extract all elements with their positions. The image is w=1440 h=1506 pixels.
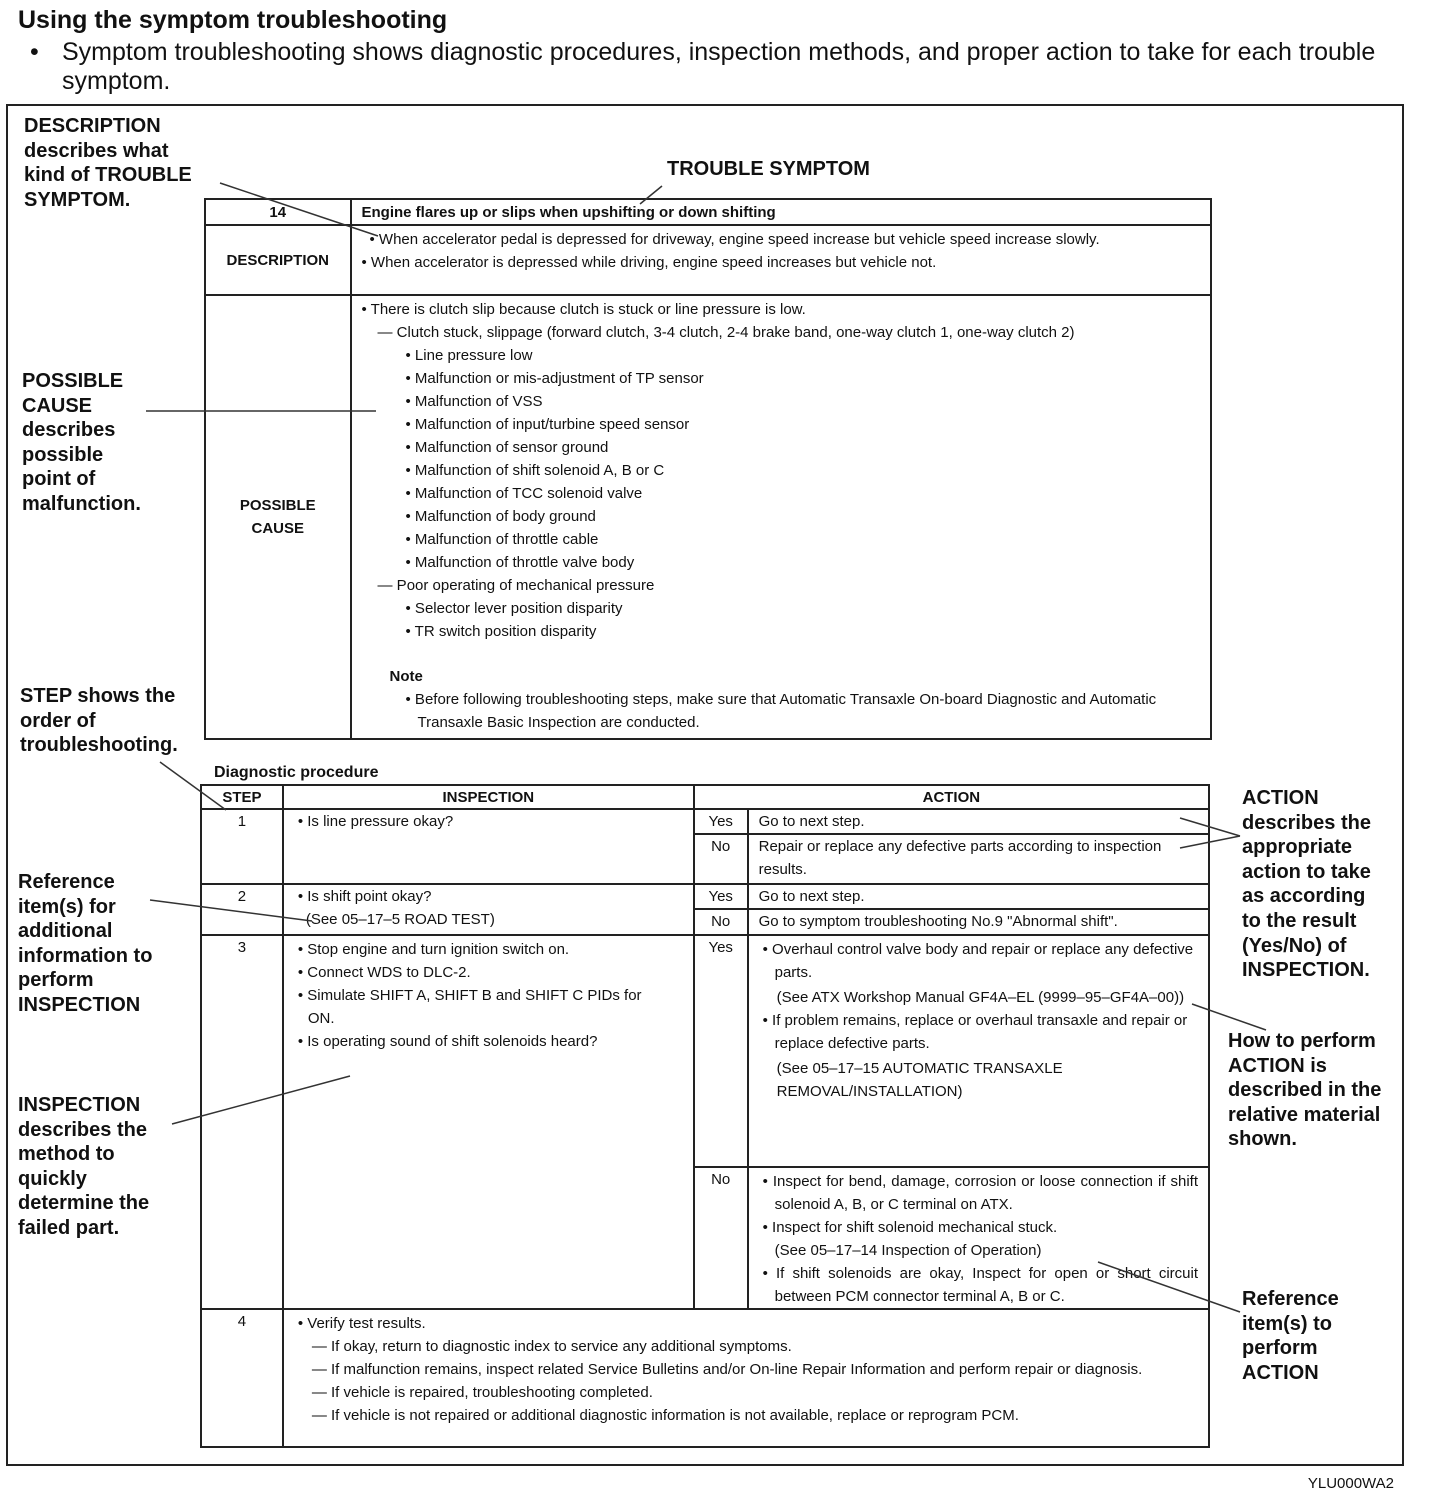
symptom-title: Engine flares up or slips when upshifting or down shifting — [351, 199, 1211, 225]
leader-action-no — [1180, 836, 1240, 848]
step-action-yes: Go to next step. — [748, 809, 1209, 834]
cause-label-line: CAUSE — [251, 520, 305, 537]
intro-text: Symptom troubleshooting shows diagnostic procedures, inspection methods, and proper action to take for each trouble symptom. — [62, 38, 1376, 95]
description-label: DESCRIPTION — [205, 225, 351, 295]
col-step-header: STEP — [201, 785, 283, 809]
cause-line: • Malfunction of TCC solenoid valve — [405, 485, 643, 502]
step-inspection: • Is line pressure okay? — [283, 809, 694, 884]
col-action-header: ACTION — [694, 785, 1209, 809]
cause-line: • Malfunction of body ground — [405, 508, 596, 525]
note-label: Note — [389, 668, 423, 685]
leader-trouble-symptom — [640, 186, 662, 204]
diag-title: Diagnostic procedure — [214, 764, 379, 781]
cause-line: • Malfunction or mis-adjustment of TP sensor — [405, 370, 704, 387]
verify-line: — If vehicle is not repaired or additional diagnostic information is not available, replace or reprogram PCM. — [311, 1407, 1019, 1424]
callout-description: DESCRIPTION describes what kind of TROUBLE SYMPTOM. — [24, 115, 192, 211]
callout-reference-inspection: Reference item(s) for additional information to perform INSPECTION — [18, 871, 153, 1016]
cause-line: • Malfunction of throttle valve body — [405, 554, 635, 571]
note-text: • Before following troubleshooting steps, make sure that Automatic Transaxle On-board Diagnostic and Automatic Transaxle Basic Inspection are conducted. — [405, 691, 1157, 731]
no-label: No — [694, 1167, 748, 1309]
leader-action-yes — [1180, 818, 1240, 836]
description-line: • When accelerator is depressed while driving, engine speed increases but vehicle not. — [361, 254, 937, 271]
step-action-no: Go to symptom troubleshooting No.9 "Abnormal shift". — [748, 909, 1209, 935]
callout-trouble-symptom: TROUBLE SYMPTOM — [667, 158, 870, 180]
callout-possible-cause: POSSIBLE CAUSE describes possible point of malfunction. — [22, 370, 141, 515]
symptom-number: 14 — [205, 199, 351, 225]
step-number: 1 — [201, 809, 283, 884]
description-line: • When accelerator pedal is depressed for driveway, engine speed increase but vehicle speed increase slowly. — [369, 231, 1100, 248]
action-line: • If shift solenoids are okay, Inspect for open or short circuit between PCM connector terminal A, B or C. — [762, 1265, 1198, 1305]
action-reference: (See ATX Workshop Manual GF4A–EL (9999–95–GF4A–00)) — [776, 989, 1185, 1006]
inspection-line: • Connect WDS to DLC-2. — [297, 964, 471, 981]
step-number: 4 — [201, 1309, 283, 1447]
cause-line: — Poor operating of mechanical pressure — [377, 577, 655, 594]
yes-label: Yes — [694, 884, 748, 909]
cause-line: • There is clutch slip because clutch is stuck or line pressure is low. — [361, 301, 806, 318]
cause-line: • Selector lever position disparity — [405, 600, 623, 617]
page-heading: Using the symptom troubleshooting — [18, 6, 448, 34]
leader-inspection — [172, 1076, 350, 1124]
leader-how-to-perform — [1192, 1004, 1266, 1030]
cause-line: • Malfunction of VSS — [405, 393, 543, 410]
callout-action: ACTION describes the appropriate action to take as according to the result (Yes/No) of INSPECTION. — [1242, 787, 1371, 982]
no-label: No — [694, 909, 748, 935]
yes-label: Yes — [694, 935, 748, 1167]
action-line: • Inspect for shift solenoid mechanical stuck. — [762, 1219, 1058, 1236]
verify-line: — If malfunction remains, inspect related Service Bulletins and/or On-line Repair Information and perform repair or diagnosis. — [311, 1361, 1143, 1378]
cause-line: • Line pressure low — [405, 347, 533, 364]
no-label: No — [694, 834, 748, 884]
inspection-line: • Simulate SHIFT A, SHIFT B and SHIFT C PIDs for ON. — [297, 987, 642, 1027]
action-line: • Overhaul control valve body and repair or replace any defective parts. — [762, 941, 1194, 981]
cause-line: • Malfunction of shift solenoid A, B or C — [405, 462, 665, 479]
callout-inspection: INSPECTION describes the method to quickly determine the failed part. — [18, 1094, 150, 1239]
inspection-reference: (See 05–17–5 ROAD TEST) — [305, 911, 495, 928]
action-line: • If problem remains, replace or overhaul transaxle and repair or replace defective parts. — [762, 1012, 1188, 1052]
figure-code: YLU000WA2 — [1307, 1475, 1394, 1492]
inspection-line: • Is shift point okay? — [297, 888, 432, 905]
cause-line: • Malfunction of throttle cable — [405, 531, 599, 548]
cause-line: • TR switch position disparity — [405, 623, 597, 640]
cause-line: — Clutch stuck, slippage (forward clutch, 3-4 clutch, 2-4 brake band, one-way clutch 1, one-way clutch 2) — [377, 324, 1075, 341]
action-reference: (See 05–17–15 AUTOMATIC TRANSAXLE REMOVAL/INSTALLATION) — [776, 1060, 1063, 1100]
callout-step: STEP shows the order of troubleshooting. — [20, 685, 178, 757]
inspection-line: • Is operating sound of shift solenoids heard? — [297, 1033, 598, 1050]
action-line: • Inspect for bend, damage, corrosion or loose connection if shift solenoid A, B, or C terminal on ATX. — [762, 1173, 1198, 1213]
cause-line: • Malfunction of input/turbine speed sensor — [405, 416, 690, 433]
leader-step — [160, 762, 226, 810]
verify-line: • Verify test results. — [297, 1315, 426, 1332]
cause-line: • Malfunction of sensor ground — [405, 439, 609, 456]
col-inspection-header: INSPECTION — [283, 785, 694, 809]
callout-reference-action: Reference item(s) to perform ACTION — [1242, 1288, 1339, 1384]
verify-line: — If vehicle is repaired, troubleshooting completed. — [311, 1384, 653, 1401]
leader-reference-action — [1098, 1262, 1240, 1312]
leader-description — [220, 183, 378, 236]
yes-label: Yes — [694, 809, 748, 834]
callout-how-to-perform: How to perform ACTION is described in the relative material shown. — [1228, 1030, 1382, 1151]
leader-reference-inspection — [150, 900, 312, 921]
inspection-line: • Stop engine and turn ignition switch on. — [297, 941, 570, 958]
step-action-yes: Go to next step. — [748, 884, 1209, 909]
step-number: 2 — [201, 884, 283, 935]
verify-line: — If okay, return to diagnostic index to service any additional symptoms. — [311, 1338, 792, 1355]
cause-label-line: POSSIBLE — [239, 497, 316, 514]
action-reference: (See 05–17–14 Inspection of Operation) — [774, 1242, 1042, 1259]
intro-bullet: • — [30, 38, 39, 66]
step-action-no: Repair or replace any defective parts according to inspection results. — [748, 834, 1209, 884]
step-number: 3 — [201, 935, 283, 1309]
